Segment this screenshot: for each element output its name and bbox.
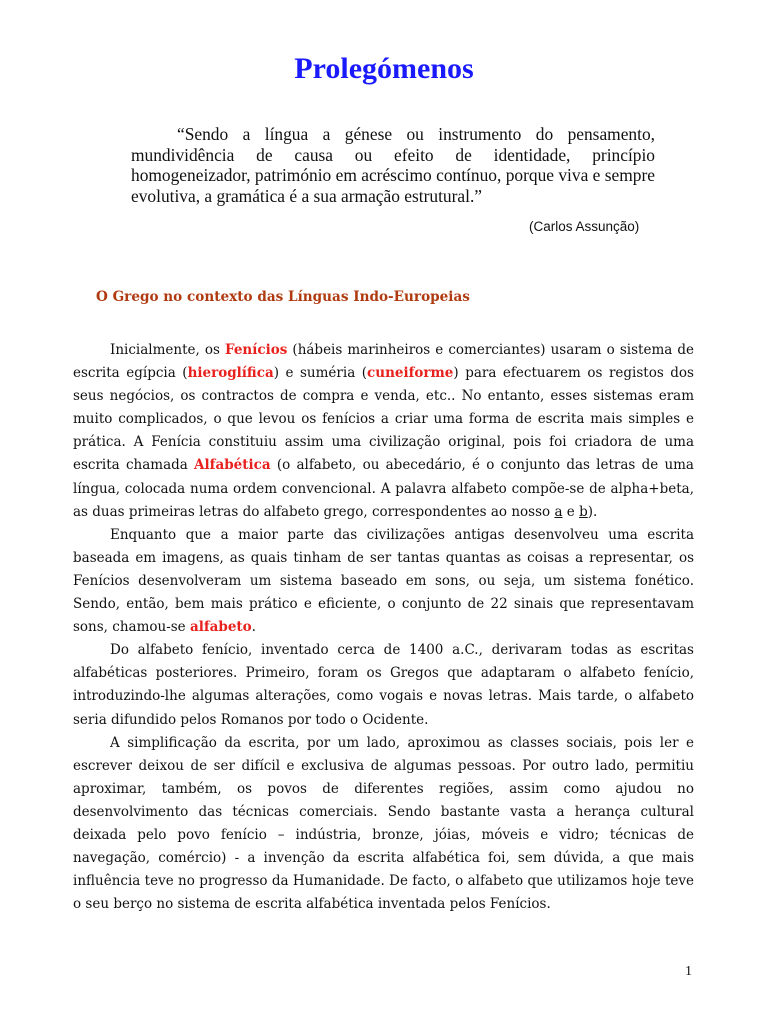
section-heading: O Grego no contexto das Línguas Indo-Europeias [96,289,470,305]
highlight-term-hieroglifica: hieroglífica [187,365,274,382]
highlight-term-cuneiforme: cuneiforme [367,365,454,382]
text-run: Enquanto que a maior parte das civilizações antigas desenvolveu uma escrita baseada em imagens, as quais tinham de ser tantas quantas as coisas a representar, os Fenícios desenvolveram um sistema baseado em sons, ou seja, um sistema fonético. Sendo, então, bem mais prático e eficiente, o conjunto de 22 sinais que representavam sons, chamou-se [73,526,694,636]
text-run: Inicialmente, os [110,342,225,358]
text-run: ) para efectuarem os registos dos seus negócios, os contractos de compra e venda, etc.. No entanto, esses sistemas eram muito complicados, o que levou os fenícios a criar uma forma de escrita mais simples e prática. A Fenícia constituiu assim uma civilização original, pois foi criadora de uma escrita chamada [73,365,694,474]
underlined-letter-a: a [554,503,563,520]
text-run: (o alfabeto, ou abecedário, é o conjunto das letras de uma língua, colocada numa ordem convencional. A palavra alfabeto compõe-se de alpha+beta, as duas primeiras letras do alfabeto grego, correspondentes ao nosso [73,457,694,520]
text-run: ) e suméria ( [273,365,368,382]
page-title: Prolegómenos [294,52,474,85]
paragraph-3: Do alfabeto fenício, inventado cerca de 1400 a.C., derivaram todas as escritas alfabéticas posteriores. Primeiro, foram os Gregos que adaptaram o alfabeto fenício, introduzindo-lhe algumas alterações, como vogais e novas letras. Mais tarde, o alfabeto seria difundido pelos Romanos por todo o Ocidente. [73,642,694,728]
text-run: ). [587,503,598,520]
epigraph-attribution: (Carlos Assunção) [529,219,640,234]
highlight-term-alfabetica: Alfabética [194,457,271,474]
text-run: (hábeis marinheiros e comerciantes) usaram o sistema de escrita egípcia ( [73,342,694,382]
highlight-term-alfabeto: alfabeto [189,619,252,636]
paragraph-2 [73,524,694,639]
page-number: 1 [685,964,692,979]
paragraph-1 [73,339,694,524]
paragraph-4: A simplificação da escrita, por um lado, aproximou as classes sociais, pois ler e escrever deixou de ser difícil e exclusiva de algumas pessoas. Por outro lado, permitiu aproximar, também, os povos de diferentes regiões, assim como ajudou no desenvolvimento das técnicas comerciais. Sendo bastante vasta a herança cultural deixada pelo povo fenício – indústria, bronze, jóias, móveis e vidro; técnicas de navegação, comércio) - a invenção da escrita alfabética foi, sem dúvida, a que mais influência teve no progresso da Humanidade. De facto, o alfabeto que utilizamos hoje teve o seu berço no sistema de escrita alfabética inventada pelos Fenícios. [73,734,694,913]
text-run: e [562,503,580,520]
highlight-term-fenicios: Fenícios [225,342,288,358]
epigraph-quote: “Sendo a língua a génese ou instrumento do pensamento, mundividência de causa ou efeito de identidade, princípio homogeneizador, património em acréscimo contínuo, porque viva e sempre evolutiva, a gramática é a sua armação estrutural.” [131,124,655,206]
body-text [73,339,694,916]
underlined-letter-b: b [579,503,588,520]
text-run: . [251,619,256,636]
